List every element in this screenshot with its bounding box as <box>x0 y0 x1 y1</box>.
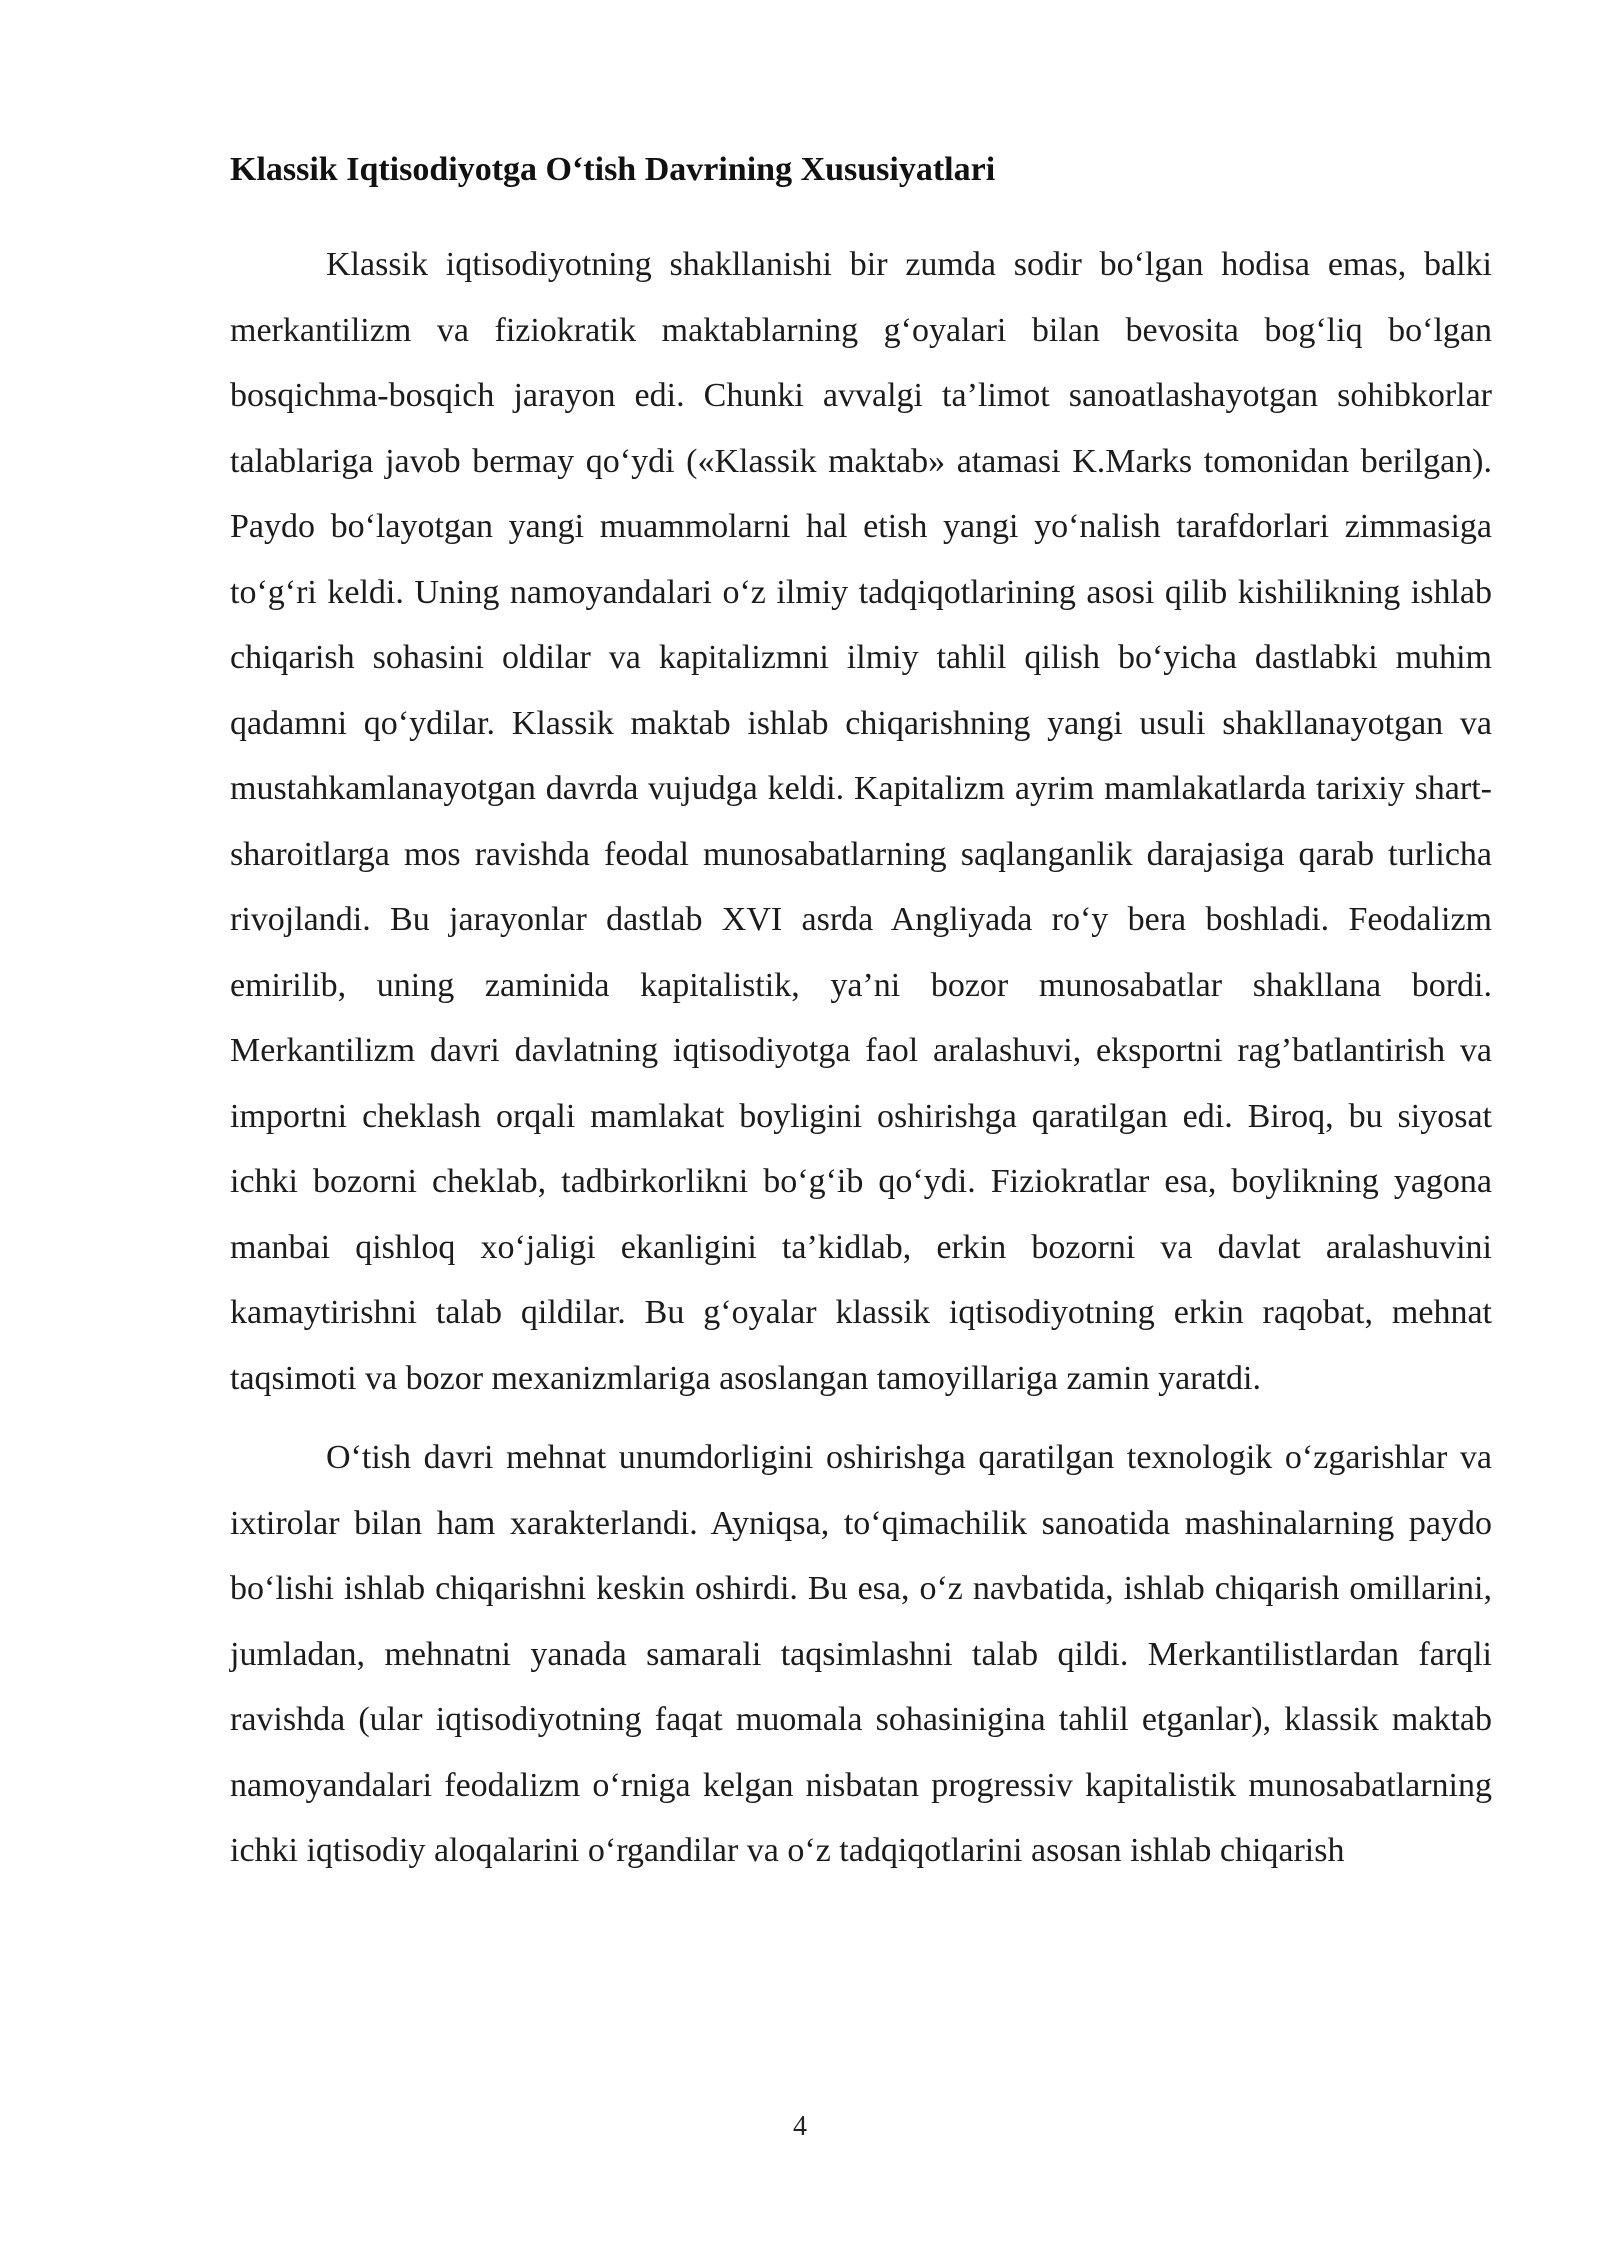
paragraph-2: O‘tish davri mehnat unumdorligini oshirishga qaratilgan texnologik o‘zgarishlar va ixtirolar bilan ham xarakterlandi. Ayniqsa, to‘qimachilik sanoatida mashinalarning paydo bo‘lishi ishlab chiqarishni keskin oshirdi. Bu esa, o‘z navbatida, ishlab chiqarish omillarini, jumladan, mehnatni yanada samarali taqsimlashni talab qildi. Merkantilistlardan farqli ravishda (ular iqtisodiyotning faqat muomala sohasinigina tahlil etganlar), klassik maktab namoyandalari feodalizm o‘rniga kelgan nisbatan progressiv kapitalistik munosabatlarning ichki iqtisodiy aloqalarini o‘rgandilar va o‘z tadqiqotlarini asosan ishlab chiqarish <box>230 1439 1492 1869</box>
page-content <box>230 148 1492 1898</box>
section-heading: Klassik Iqtisodiyotga O‘tish Davrining Xususiyatlari <box>230 151 996 188</box>
page-number: 4 <box>793 2111 807 2142</box>
paragraph-1: Klassik iqtisodiyotning shakllanishi bir zumda sodir bo‘lgan hodisa emas, balki merkantilizm va fiziokratik maktablarning g‘oyalari bilan bevosita bog‘liq bo‘lgan bosqichma-bosqich jarayon edi. Chunki avvalgi ta’limot sanoatlashayotgan sohibkorlar talablariga javob bermay qo‘ydi («Klassik maktab» atamasi K.Marks tomonidan berilgan). Paydo bo‘layotgan yangi muammolarni hal etish yangi yo‘nalish tarafdorlari zimmasiga to‘g‘ri keldi. Uning namoyandalari o‘z ilmiy tadqiqotlarining asosi qilib kishilikning ishlab chiqarish sohasini oldilar va kapitalizmni ilmiy tahlil qilish bo‘yicha dastlabki muhim qadamni qo‘ydilar. Klassik maktab ishlab chiqarishning yangi usuli shakllanayotgan va mustahkamlanayotgan davrda vujudga keldi. Kapitalizm ayrim mamlakatlarda tarixiy shart-sharoitlarga mos ravishda feodal munosabatlarning saqlanganlik darajasiga qarab turlicha rivojlandi. Bu jarayonlar dastlab XVI asrda Angliyada ro‘y bera boshladi. Feodalizm emirilib, uning zaminida kapitalistik, ya’ni bozor munosabatlar shakllana bordi. Merkantilizm davri davlatning iqtisodiyotga faol aralashuvi, eksportni rag’batlantirish va importni cheklash orqali mamlakat boyligini oshirishga qaratilgan edi. Biroq, bu siyosat ichki bozorni cheklab, tadbirkorlikni bo‘g‘ib qo‘ydi. Fiziokratlar esa, boylikning yagona manbai qishloq xo‘jaligi ekanligini ta’kidlab, erkin bozorni va davlat aralashuvini kamaytirishni talab qildilar. Bu g‘oyalar klassik iqtisodiyotning erkin raqobat, mehnat taqsimoti va bozor mexanizmlariga asoslangan tamoyillariga zamin yaratdi. <box>230 246 1492 1397</box>
